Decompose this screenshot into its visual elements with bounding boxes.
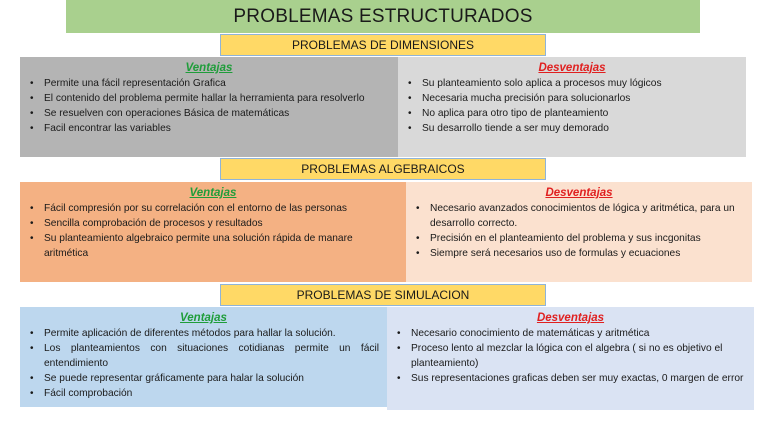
desventajas-list — [406, 76, 738, 136]
ventajas-list — [28, 326, 379, 401]
list-item: • Sus representaciones graficas deben ser muy exactas, 0 margen de error — [395, 371, 746, 386]
desventajas-list — [414, 201, 744, 261]
list-item: • Necesario avanzados conocimientos de lógica y aritmética, para un desarrollo correcto. — [414, 201, 744, 231]
list-item: • Facil encontrar las variables — [28, 121, 390, 136]
list-item: • Se puede representar gráficamente para halar la solución — [28, 371, 379, 386]
list-item: • Fácil comprobación — [28, 386, 379, 401]
simulacion-ventajas-panel — [20, 307, 387, 407]
list-item: • Siempre será necesarios uso de formulas y ecuaciones — [414, 246, 744, 261]
ventajas-heading: Ventajas — [180, 312, 227, 324]
list-item: • Su planteamiento solo aplica a procesos muy lógicos — [406, 76, 738, 91]
dimensiones-ventajas-panel — [20, 57, 398, 157]
section-label-simulacion: PROBLEMAS DE SIMULACION — [220, 284, 546, 306]
simulacion-desventajas-panel — [387, 307, 754, 410]
list-item: • Fácil compresión por su correlación con el entorno de las personas — [28, 201, 398, 216]
list-item: • Permite una fácil representación Grafica — [28, 76, 390, 91]
dimensiones-desventajas-panel — [398, 57, 746, 157]
list-item: • Permite aplicación de diferentes métodos para hallar la solución. — [28, 326, 379, 341]
list-item: • No aplica para otro tipo de planteamiento — [406, 106, 738, 121]
list-item: • El contenido del problema permite hallar la herramienta para resolverlo — [28, 91, 390, 106]
section-label-dimensiones: PROBLEMAS DE DIMENSIONES — [220, 34, 546, 56]
ventajas-heading: Ventajas — [185, 62, 233, 74]
list-item: • Proceso lento al mezclar la lógica con el algebra ( si no es objetivo el planteamiento) — [395, 341, 746, 371]
list-item: • Necesaria mucha precisión para solucionarlos — [406, 91, 738, 106]
list-item: • Precisión en el planteamiento del problema y sus incgonitas — [414, 231, 744, 246]
algebraicos-desventajas-panel — [406, 182, 752, 282]
list-item: • Se resuelven con operaciones Básica de matemáticas — [28, 106, 390, 121]
ventajas-heading: Ventajas — [189, 187, 237, 199]
list-item: • Necesario conocimiento de matemáticas y aritmética — [395, 326, 746, 341]
list-item: • Sencilla comprobación de procesos y resultados — [28, 216, 398, 231]
desventajas-list — [395, 326, 746, 386]
list-item: • Los planteamientos con situaciones cotidianas permite un fácil entendimiento — [28, 341, 379, 371]
desventajas-heading: Desventajas — [538, 62, 606, 74]
algebraicos-ventajas-panel — [20, 182, 406, 282]
ventajas-list — [28, 76, 390, 136]
list-item: • Su desarrollo tiende a ser muy demorado — [406, 121, 738, 136]
ventajas-list — [28, 201, 398, 261]
section-label-algebraicos: PROBLEMAS ALGEBRAICOS — [220, 158, 546, 180]
main-title: PROBLEMAS ESTRUCTURADOS — [66, 0, 700, 33]
desventajas-heading: Desventajas — [545, 187, 613, 199]
desventajas-heading: Desventajas — [536, 312, 605, 324]
list-item: • Su planteamiento algebraico permite una solución rápida de manare aritmética — [28, 231, 398, 261]
